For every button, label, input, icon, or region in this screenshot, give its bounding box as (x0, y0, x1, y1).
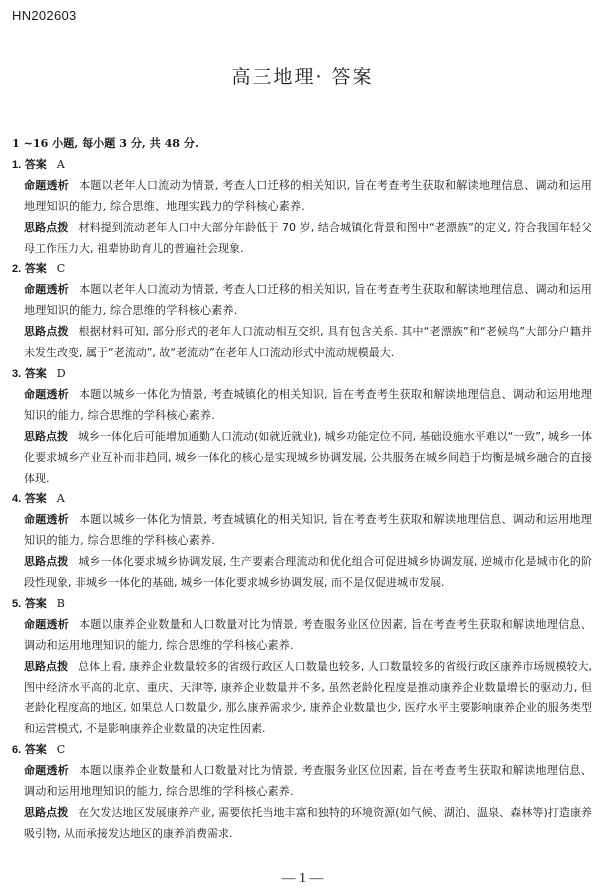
hint-text: 城乡一体化后可能增加通勤人口流动(如就近就业), 城乡功能定位不同, 基础设施水平难以“一致”, 城乡一体化要求城乡产业互补而非趋同, 城乡一体化的核心是实现城乡协调发展, 公共服务在城乡间趋于均衡是城乡融合的直接体现. (24, 429, 593, 485)
answer-label: 答案 (24, 366, 47, 380)
question-block (12, 259, 592, 364)
page-number: — 1 — (281, 871, 324, 886)
question-number: 3. (12, 367, 22, 380)
question-number: 4. (12, 493, 22, 506)
question-number: 6. (12, 744, 22, 757)
answer-choice: B (56, 596, 65, 610)
answer-choice: C (56, 743, 66, 757)
answer-line (12, 489, 592, 510)
hint-label: 思路点拨 (24, 429, 69, 443)
analysis-label: 命题透析 (24, 513, 69, 527)
hint-label: 思路点拨 (24, 325, 69, 339)
hint-label: 思路点拨 (24, 806, 69, 819)
analysis-label: 命题透析 (24, 387, 69, 401)
analysis-paragraph (12, 176, 592, 218)
hint-paragraph (12, 552, 592, 594)
hint-text: 总体上看, 康养企业数量较多的省级行政区人口数量也较多, 人口数量较多的省级行政区康养市场规模较大, 图中经济水平高的北京、重庆、天津等, 康养企业数量并不多, 虽然老龄化程度是推动康养企业数量增长的驱动力, 但老龄化程度高的地区, 如果总人口数量少, 那么康养需求少, 康养企业数量也少, 医疗水平主要影响康养企业的服务类型和运营模式, 不是影响康养企业数量的决定性因素. (24, 659, 593, 736)
section-intro: 1 ~16 小题, 每小题 3 分, 共 48 分. (12, 137, 199, 150)
answer-line (12, 740, 592, 761)
question-block (12, 740, 592, 845)
hint-paragraph (12, 322, 592, 364)
analysis-paragraph (12, 761, 592, 803)
analysis-label: 命题透析 (24, 178, 69, 192)
question-number: 2. (12, 263, 22, 276)
answer-label: 答案 (24, 596, 47, 610)
analysis-text: 本题以老年人口流动为情景, 考查人口迁移的相关知识, 旨在考查考生获取和解读地理信息、调动和运用地理知识的能力, 综合思维的学科核心素养. (24, 283, 593, 318)
analysis-text: 本题以城乡一体化为情景, 考查城镇化的相关知识, 旨在考查考生获取和解读地理信息、调动和运用地理知识的能力, 综合思维的学科核心素养. (24, 513, 593, 548)
analysis-label: 命题透析 (24, 617, 69, 631)
answer-choice: A (56, 492, 65, 506)
hint-paragraph (12, 427, 592, 490)
hint-paragraph (12, 657, 592, 741)
question-block (12, 364, 592, 489)
analysis-paragraph (12, 615, 592, 657)
hint-label: 思路点拨 (24, 555, 69, 569)
answer-choice: A (56, 157, 65, 171)
question-block (12, 155, 592, 260)
answer-line (12, 259, 592, 280)
question-number: 1. (12, 158, 22, 171)
hint-label: 思路点拨 (24, 220, 69, 234)
question-block (12, 489, 592, 594)
question-number: 5. (12, 597, 22, 610)
answer-line (12, 155, 592, 176)
hint-label: 思路点拨 (24, 659, 69, 673)
analysis-label: 命题透析 (24, 764, 69, 778)
analysis-text: 本题以城乡一体化为情景, 考查城镇化的相关知识, 旨在考查考生获取和解读地理信息、调动和运用地理知识的能力, 综合思维的学科核心素养. (24, 387, 593, 422)
question-block (12, 594, 592, 740)
hint-text: 材料提到流动老年人口中大部分年龄低于 70 岁, 结合城镇化背景和图中“老漂族”的定义, 符合我国年轻父母工作压力大, 祖辈协助育儿的普遍社会现象. (24, 220, 593, 255)
analysis-paragraph (12, 280, 592, 322)
answer-label: 答案 (24, 743, 47, 757)
analysis-paragraph (12, 510, 592, 552)
answer-line (12, 364, 592, 385)
hint-text: 根据材料可知, 部分形式的老年人口流动相互交织, 具有包含关系. 其中“老漂族”和“老候鸟”大部分户籍并未发生改变, 属于“老流动”, 故“老流动”在老年人口流动形式中流动规模最大. (24, 325, 592, 360)
analysis-text: 本题以康养企业数量和人口数量对比为情景, 考查服务业区位因素, 旨在考查考生获取和解读地理信息、调动和运用地理知识的能力, 综合思维的学科核心素养. (24, 764, 593, 799)
hint-paragraph (12, 218, 592, 260)
answer-choice: C (56, 262, 66, 276)
answer-label: 答案 (24, 492, 47, 506)
answer-label: 答案 (24, 262, 47, 276)
answer-line (12, 594, 592, 615)
analysis-text: 本题以老年人口流动为情景, 考查人口迁移的相关知识, 旨在考查考生获取和解读地理信息、调动和运用地理知识的能力, 综合思维、地理实践力的学科核心素养. (24, 178, 593, 213)
question-list (12, 155, 592, 845)
page-title: 高三地理· 答案 (231, 66, 374, 88)
answer-label: 答案 (24, 157, 47, 171)
document-code: HN202603 (12, 8, 77, 23)
analysis-text: 本题以康养企业数量和人口数量对比为情景, 考查服务业区位因素, 旨在考查考生获取和解读地理信息、调动和运用地理知识的能力, 综合思维的学科核心素养. (24, 617, 593, 652)
analysis-paragraph (12, 385, 592, 427)
analysis-label: 命题透析 (24, 283, 69, 297)
hint-text: 城乡一体化要求城乡协调发展, 生产要素合理流动和优化组合可促进城乡协调发展, 逆城市化是城市化的阶段性现象, 非城乡一体化的基础, 城乡一体化要求城乡协调发展, 而不是仅促进城市发展. (24, 555, 593, 590)
answer-choice: D (56, 366, 66, 380)
hint-paragraph (12, 803, 592, 845)
hint-text: 在欠发达地区发展康养产业, 需要依托当地丰富和独特的环境资源(如气候、湖泊、温泉、森林等)打造康养吸引物, 从而承接发达地区的康养消费需求. (24, 806, 593, 840)
answer-content (12, 134, 592, 845)
